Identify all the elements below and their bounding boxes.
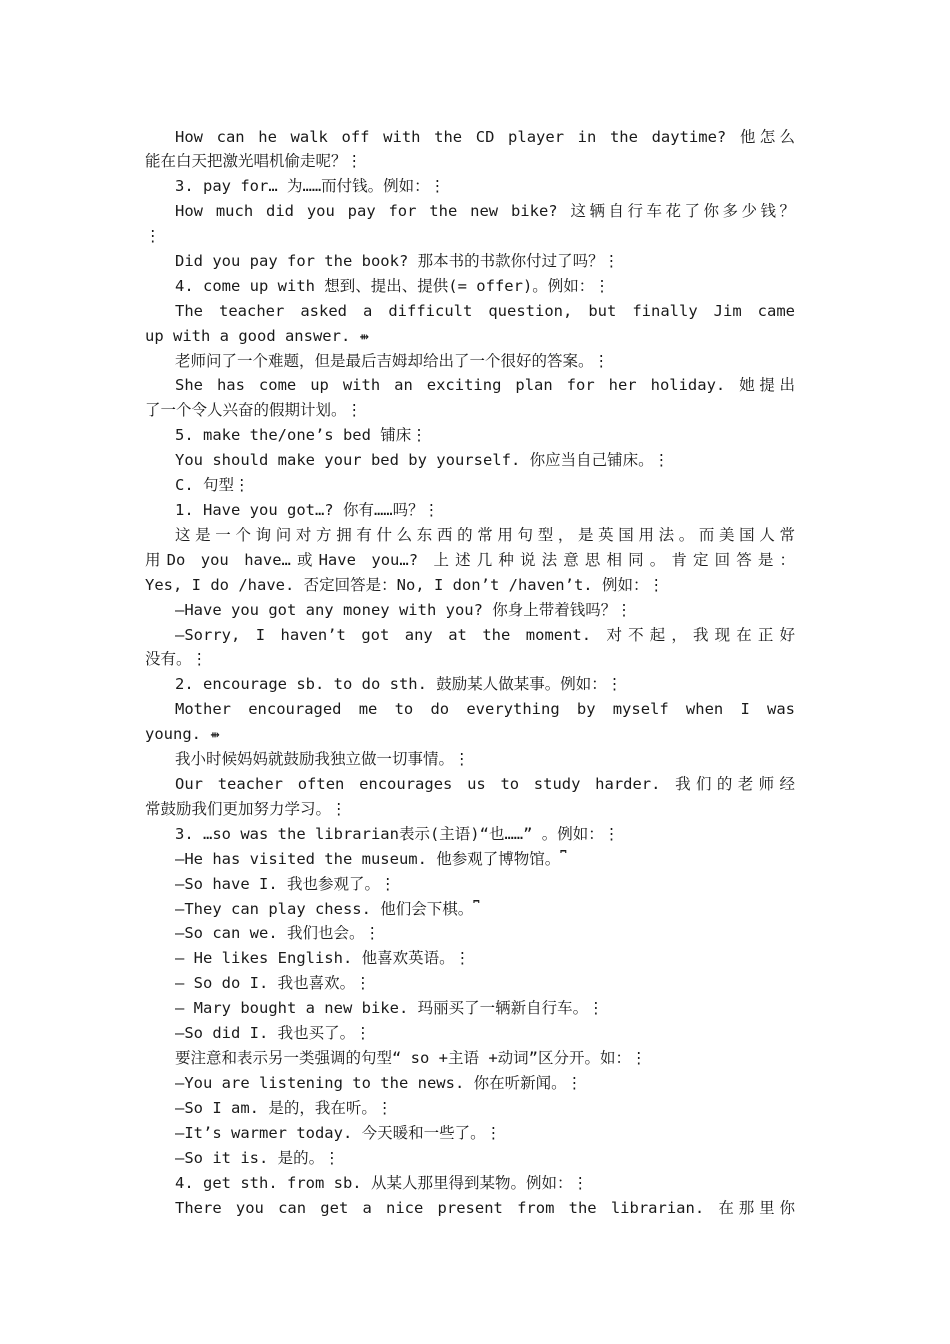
text-line: Did you pay for the book? 那本书的书款你付过了吗？⋮ [175, 252, 620, 270]
text-line: —You are listening to the news. 你在听新闻。⋮ [175, 1074, 583, 1092]
text-line: ⋮ [145, 227, 161, 245]
text-line: Yes, I do /have. 否定回答是：No, I don’t /haven’t. 例如：⋮ [145, 576, 664, 594]
text-line: 用Do you have…或Have you…? 上述几种说法意思相同。肯定回答是： [145, 551, 795, 569]
text-line: 老师问了一个难题，但是最后吉姆却给出了一个很好的答案。⋮ [175, 352, 610, 370]
text-line: up with a good answer. ⇻ [145, 327, 369, 345]
text-line: How can he walk off with the CD player in the daytime? 他怎么 [175, 128, 795, 146]
text-line: — So do I. 我也喜欢。⋮ [175, 974, 371, 992]
text-line: — Mary bought a new bike. 玛丽买了一辆新自行车。⋮ [175, 999, 604, 1017]
section-heading: C. 句型⋮ [175, 476, 250, 494]
text-line: Mother encouraged me to do everything by myself when I was [175, 700, 795, 718]
text-line: How much did you pay for the new bike? 这辆自行车花了你多少钱？ [175, 202, 795, 220]
text-line: young. ⇻ [145, 725, 220, 743]
text-line: —They can play chess. 他们会下棋。⎴ [175, 900, 480, 918]
text-line: The teacher asked a difficult question, but finally Jim came [175, 302, 795, 320]
text-line: 了一个令人兴奋的假期计划。⋮ [145, 401, 363, 419]
text-line: 没有。⋮ [145, 650, 208, 668]
text-line: —Have you got any money with you? 你身上带着钱吗？⋮ [175, 601, 632, 619]
text-line: —He has visited the museum. 他参观了博物馆。⎴ [175, 850, 567, 868]
text-line: She has come up with an exciting plan for her holiday. 她提出 [175, 376, 795, 394]
text-line: —It’s warmer today. 今天暖和一些了。⋮ [175, 1124, 502, 1142]
text-line: 5. make the/one’s bed 铺床⋮ [175, 426, 427, 444]
text-line: —So did I. 我也买了。⋮ [175, 1024, 371, 1042]
text-line: —So it is. 是的。⋮ [175, 1149, 340, 1167]
text-line: —So I am. 是的，我在听。⋮ [175, 1099, 393, 1117]
text-line: 常鼓励我们更加努力学习。⋮ [145, 800, 347, 818]
text-line: 3. …so was the librarian表示(主语)“也……” 。例如：⋮ [175, 825, 620, 843]
text-line: —So can we. 我们也会。⋮ [175, 924, 380, 942]
text-line: 4. come up with 想到、提出、提供(= offer)。例如：⋮ [175, 277, 610, 295]
text-line: 这是一个询问对方拥有什么东西的常用句型，是英国用法。而美国人常 [175, 526, 795, 544]
text-line: Our teacher often encourages us to study harder. 我们的老师经 [175, 775, 795, 793]
text-line: 4. get sth. from sb. 从某人那里得到某物。例如：⋮ [175, 1174, 588, 1192]
text-line: There you can get a nice present from the librarian. 在那里你 [175, 1199, 795, 1217]
text-line: 2. encourage sb. to do sth. 鼓励某人做某事。例如：⋮ [175, 675, 623, 693]
text-line: 1. Have you got…? 你有……吗？⋮ [175, 501, 440, 519]
text-line: — He likes English. 他喜欢英语。⋮ [175, 949, 471, 967]
text-line: 3. pay for… 为……而付钱。例如：⋮ [175, 177, 446, 195]
text-line: 能在白天把激光唱机偷走呢？⋮ [145, 152, 363, 170]
text-line: —Sorry, I haven’t got any at the moment. 对不起，我现在正好 [175, 626, 795, 644]
text-line: 要注意和表示另一类强调的句型“ so +主语 +动词”区分开。如：⋮ [175, 1049, 647, 1067]
text-line: 我小时候妈妈就鼓励我独立做一切事情。⋮ [175, 750, 470, 768]
text-line: You should make your bed by yourself. 你应当自己铺床。⋮ [175, 451, 670, 469]
text-line: —So have I. 我也参观了。⋮ [175, 875, 396, 893]
